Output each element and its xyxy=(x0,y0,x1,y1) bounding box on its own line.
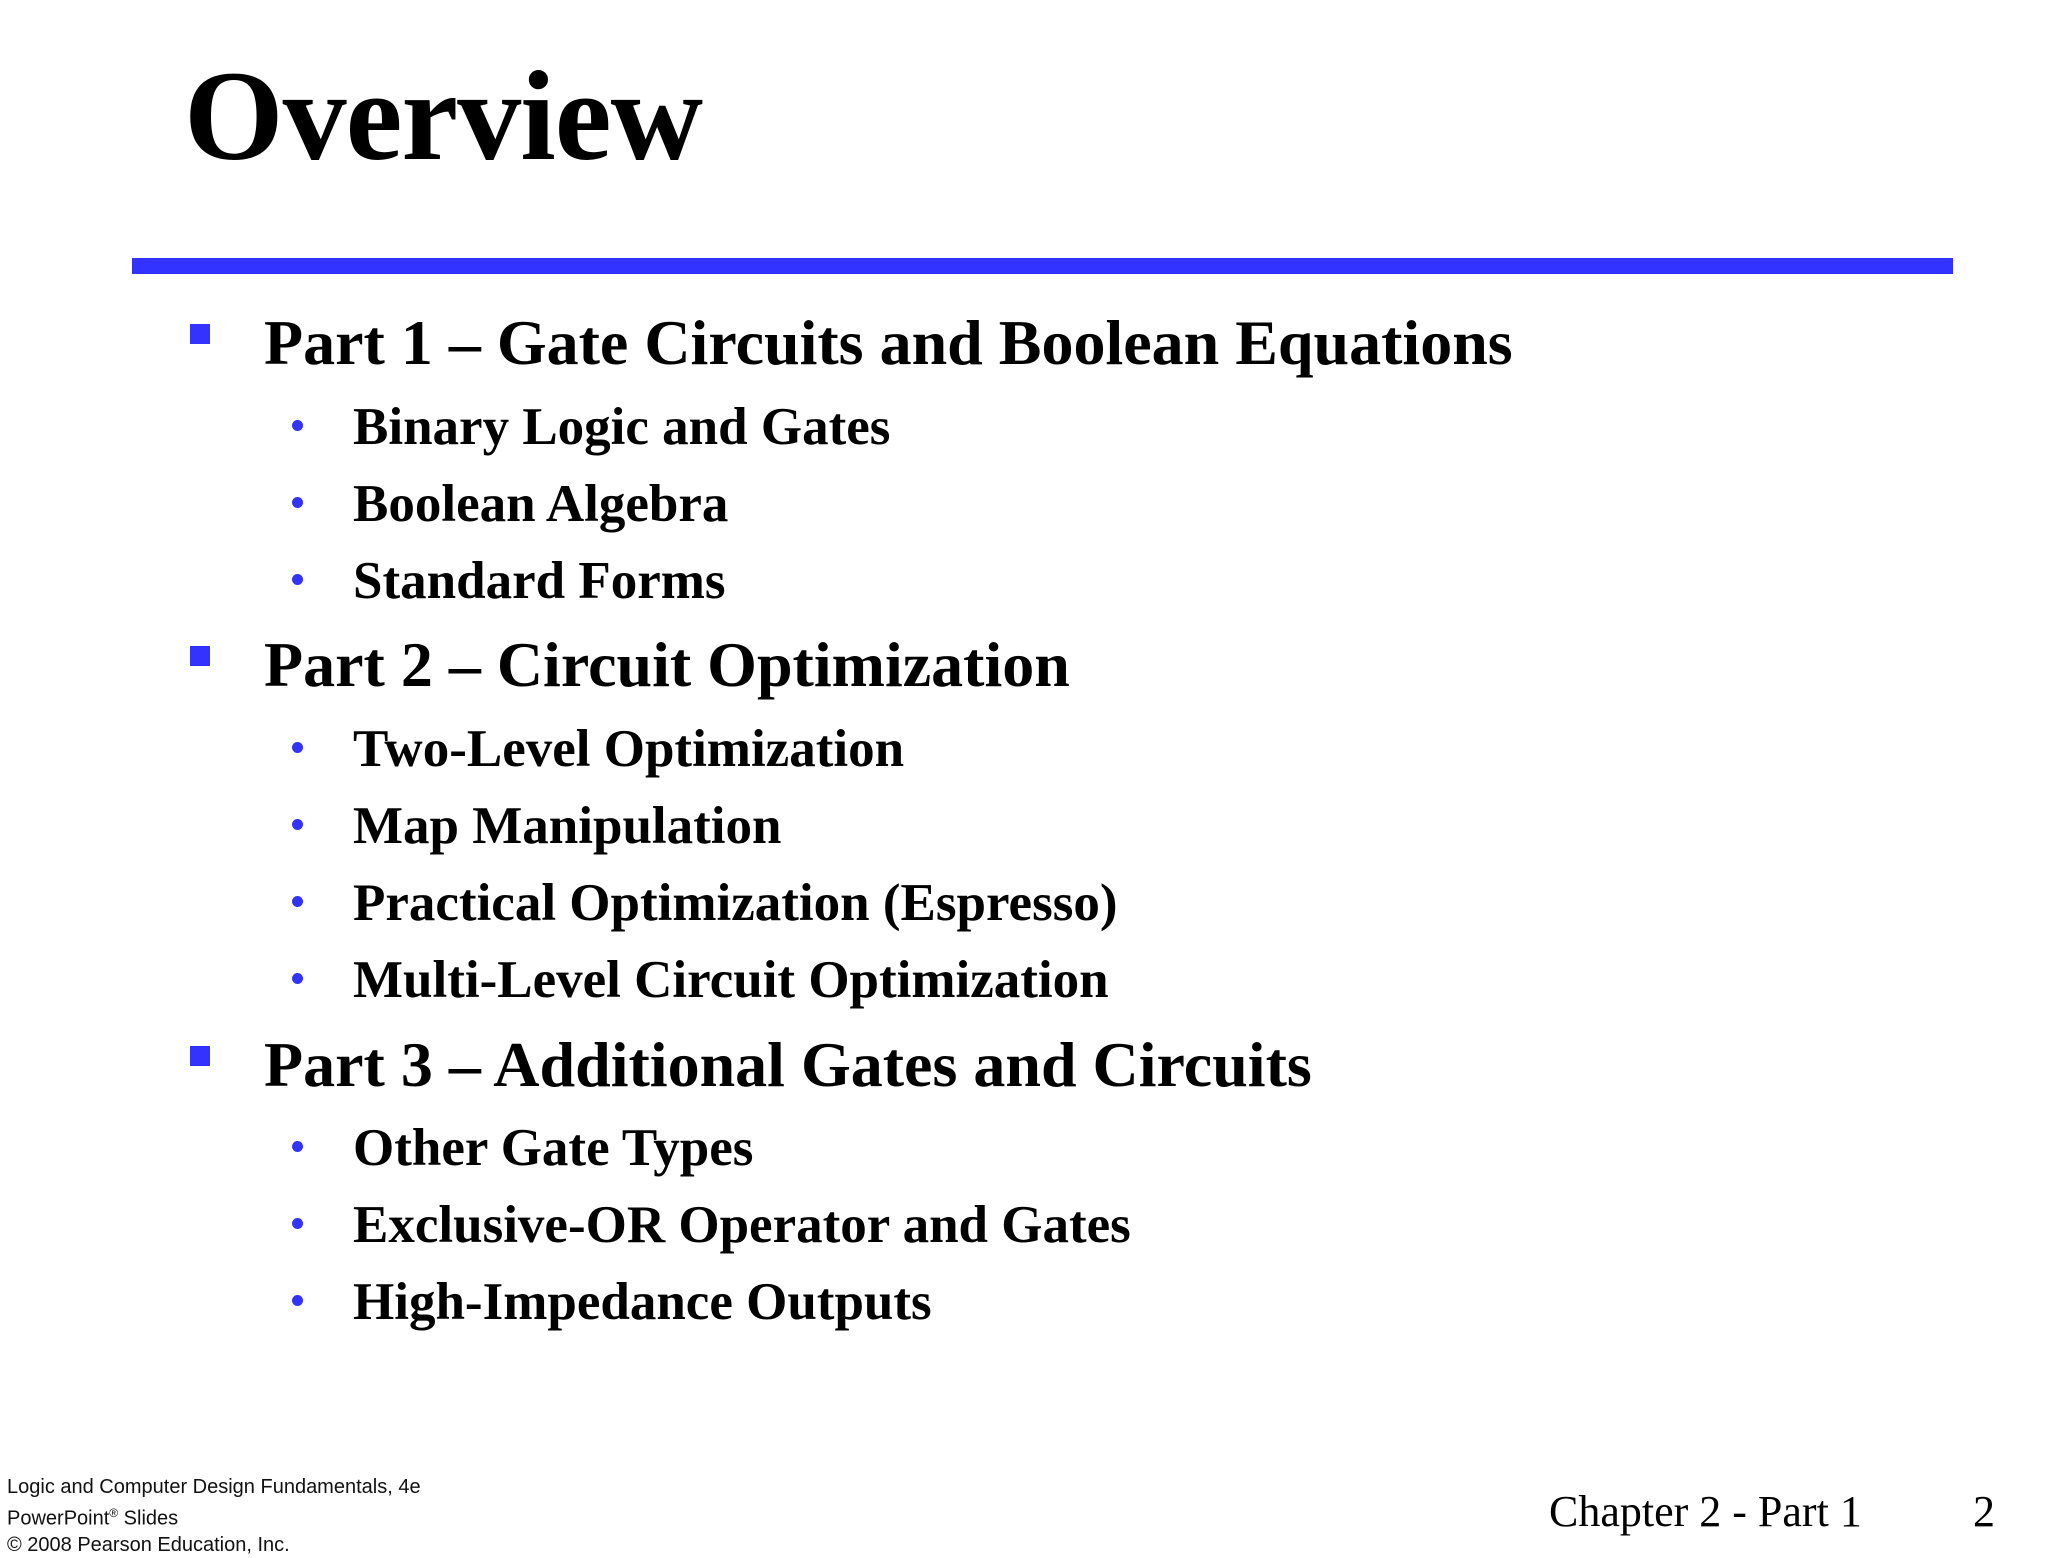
list-item-label: Map Manipulation xyxy=(353,797,782,855)
list-item-label: Practical Optimization (Espresso) xyxy=(353,874,1118,932)
square-bullet-icon xyxy=(190,324,210,344)
dot-bullet-icon xyxy=(292,420,303,431)
dot-bullet-icon xyxy=(292,819,303,830)
chapter-label: Chapter 2 - Part 1 xyxy=(1549,1487,1862,1536)
list-item-label: Other Gate Types xyxy=(353,1119,754,1177)
square-bullet-icon xyxy=(190,1046,210,1066)
part-label: Part 1 – Gate Circuits and Boolean Equations xyxy=(264,307,1513,378)
dot-bullet-icon xyxy=(292,574,303,585)
dot-bullet-icon xyxy=(292,742,303,753)
dot-bullet-icon xyxy=(292,1218,303,1229)
list-item-label: Multi-Level Circuit Optimization xyxy=(353,951,1109,1009)
credit-book-title: Logic and Computer Design Fundamentals, 4e xyxy=(7,1476,421,1498)
part-label: Part 3 – Additional Gates and Circuits xyxy=(264,1029,1312,1100)
page-number: 2 xyxy=(1973,1487,1995,1536)
credit-slides-label: Slides xyxy=(118,1507,179,1530)
square-bullet-icon xyxy=(190,646,210,666)
dot-bullet-icon xyxy=(292,1295,303,1306)
credit-copyright: © 2008 Pearson Education, Inc. xyxy=(7,1533,290,1556)
dot-bullet-icon xyxy=(292,497,303,508)
list-item-label: High-Impedance Outputs xyxy=(353,1273,932,1331)
part-label: Part 2 – Circuit Optimization xyxy=(264,629,1070,700)
credit-slides-line xyxy=(7,1500,421,1532)
list-item-label: Binary Logic and Gates xyxy=(353,398,891,456)
registered-mark: ® xyxy=(109,1506,119,1520)
slide-title: Overview xyxy=(184,45,702,187)
list-item-label: Boolean Algebra xyxy=(353,475,729,533)
list-item-label: Standard Forms xyxy=(353,552,726,610)
dot-bullet-icon xyxy=(292,973,303,984)
list-item-label: Two-Level Optimization xyxy=(353,720,905,778)
dot-bullet-icon xyxy=(292,896,303,907)
publisher-credit xyxy=(7,1474,421,1558)
dot-bullet-icon xyxy=(292,1141,303,1152)
credit-product: PowerPoint xyxy=(7,1507,110,1530)
list-item-label: Exclusive-OR Operator and Gates xyxy=(353,1196,1131,1254)
